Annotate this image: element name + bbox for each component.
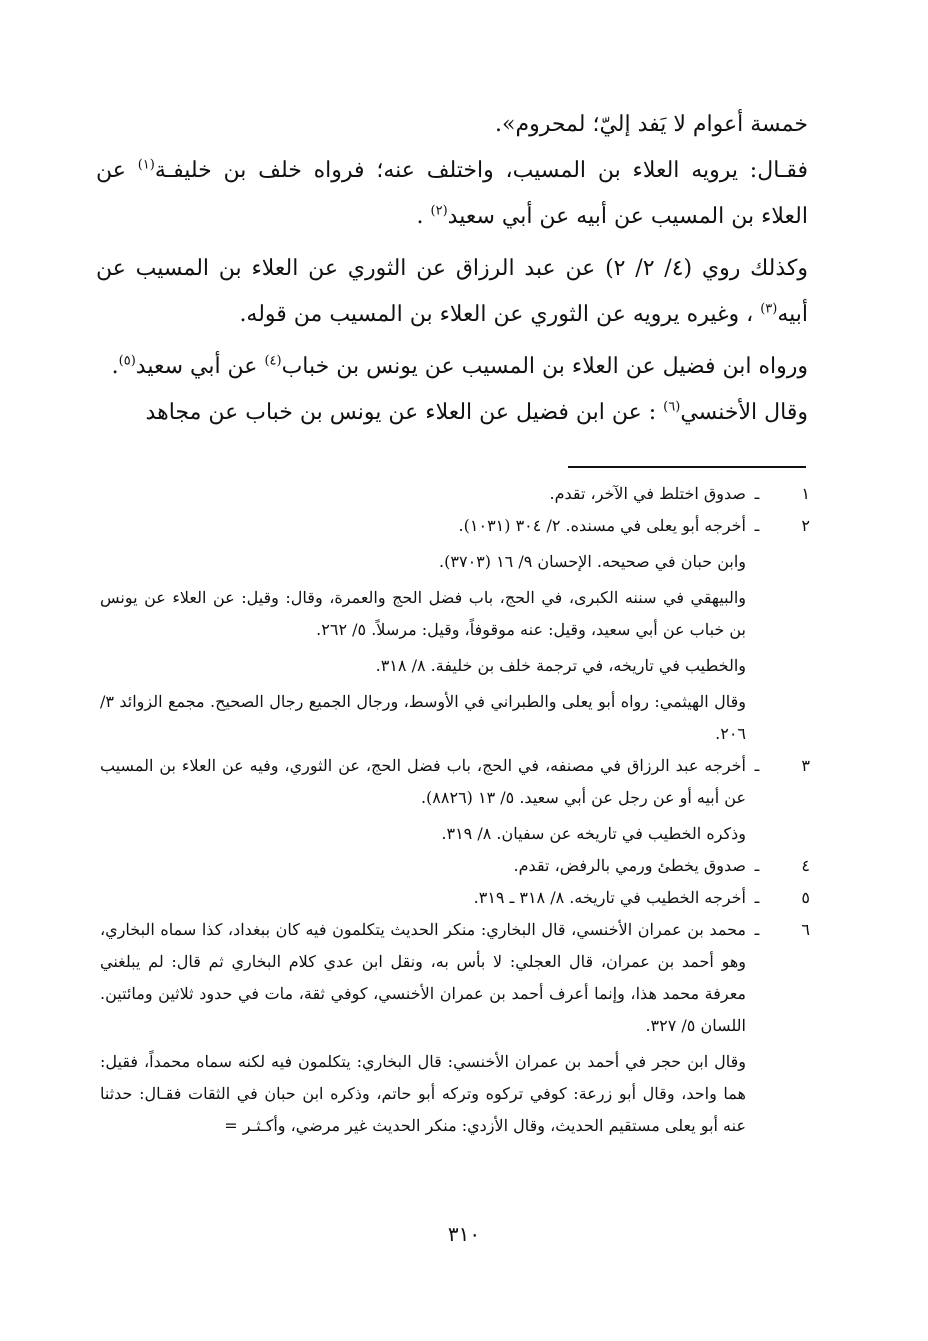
main-paragraph-5 [96,390,808,436]
footnote-ref-4[interactable]: (٤) [264,353,282,369]
footnote-ref-3[interactable]: (٣) [760,301,778,317]
footnote-dash: ـ [754,756,760,775]
footnote-text: صدوق يخطئ ورمي بالرفض، تقدم. [513,856,746,875]
footnote-text: صدوق اختلط في الآخر، تقدم. [549,484,746,503]
text-span: : عن ابن فضيل عن العلاء عن يونس بن خباب عن مجاهد [145,400,664,425]
text-line: خمسة أعوام لا يَفد إليّ؛ لمحروم». [495,112,808,137]
footnote-dash: ـ [754,920,760,939]
footnote-body [100,478,746,510]
footnote-text: والخطيب في تاريخه، في ترجمة خلف بن خليفة. ٨/ ٣١٨. [375,656,746,675]
footnote-text: أخرجه عبد الرزاق في مصنفه، في الحج، باب فضل الحج، عن الثوري، وفيه عن العلاء بن المسيب عن أبيه أو عن رجل عن أبي سعيد. ٥/ ١٣ (٨٨٢٦). [100,756,746,807]
continuation-mark: = [224,1116,238,1135]
text-span: عن أبي سعيد [135,354,265,379]
main-paragraph-1 [96,102,808,148]
footnote-dash: ـ [754,888,760,907]
footnote-text: أخرجه أبو يعلى في مسنده. ٢/ ٣٠٤ (١٠٣١). [458,516,746,535]
footnote-body [100,914,746,1142]
footnote-dash: ـ [754,856,760,875]
footnote-body [100,750,746,850]
footnote-number: ٤ [801,856,810,875]
footnote-ref-6[interactable]: (٦) [663,399,681,415]
footnote-body [100,510,746,750]
footnote-ref-5[interactable]: (٥) [118,353,136,369]
footnote-text-last [100,1046,746,1142]
footnote-number: ٦ [801,920,810,939]
main-paragraph-4 [96,344,808,390]
footnotes [100,478,810,1142]
text-span: . [416,204,431,229]
footnote-text: وذكره الخطيب في تاريخه عن سفيان. ٨/ ٣١٩. [441,824,746,843]
footnote-text: والبيهقي في سننه الكبرى، في الحج، باب فضل الحج والعمرة، وقال: وقيل: عن العلاء عن يونس بن خباب عن أبي سعيد، وقيل: عنه موقوفاً، وقيل: مرسلاً. ٥/ ٢٦٢. [100,588,746,639]
footnote-text: وقال ابن حجر في أحمد بن عمران الأخنسي: قال البخاري: يتكلمون فيه لكنه سماه محمداً، فقيل: هما واحد، وقال أبو زرعة: كوفي تركوه وتركه أبو حاتم، وذكره ابن حبان في الثقات فقـال: حدثنا عنه أبو يعلى مستقيم الحديث، وقال الأزدي: منكر الحديث غير مرضي، وأكـثـر [100,1052,747,1135]
footnote-dash: ـ [754,484,760,503]
footnote-3 [100,750,810,850]
main-paragraph-3 [96,246,808,338]
text-span: وكذلك روي (٤/ ٢/ ٢) عن عبد الرزاق عن الثوري عن العلاء بن المسيب عن أبيه [96,256,809,327]
text-span: . [111,354,119,379]
footnote-number: ٢ [801,516,810,535]
footnote-number: ١ [801,484,810,503]
footnote-dash: ـ [754,516,760,535]
main-text [96,102,808,436]
footnote-text: أخرجه الخطيب في تاريخه. ٨/ ٣١٨ ـ ٣١٩. [473,888,746,907]
text-span: وقال الأخنسي [680,400,808,425]
footnote-1 [100,478,810,510]
footnote-text: وابن حبان في صحيحه. الإحسان ٩/ ١٦ (٣٧٠٣). [439,552,746,571]
footnote-6 [100,914,810,1142]
text-span: ورواه ابن فضيل عن العلاء بن المسيب عن يونس بن خباب [281,354,808,379]
main-paragraph-2 [96,148,808,240]
text-span: عن العلاء بن المسيب عن أبيه عن أبي سعيد [96,158,808,229]
text-span: فقـال: يرويه العلاء بن المسيب، واختلف عنه؛ فرواه خلف بن خليفـة [154,158,809,183]
footnote-5 [100,882,810,914]
footnote-body [100,850,746,882]
text-span: ، وغيره يرويه عن الثوري عن العلاء بن المسيب من قوله. [239,302,761,327]
footnote-number: ٣ [801,756,810,775]
footnote-ref-2[interactable]: (٢) [430,203,448,219]
footnote-text: وقال الهيثمي: رواه أبو يعلى والطبراني في الأوسط، ورجال الجميع رجال الصحيح. مجمع الزوائد ٣/ ٢٠٦. [100,692,746,743]
footnote-4 [100,850,810,882]
footnote-text: محمد بن عمران الأخنسي، قال البخاري: منكر الحديث يتكلمون فيه كان ببغداد، كذا سماه البخاري، وهو أحمد بن عمران، قال العجلي: لا بأس به، ونقل ابن عدي كلام البخاري ثم قال: لم يبلغني معرفة محمد هذا، وإنما أعرف أحمد بن عمران الأخنسي، كوفي ثقة، مات في حدود ثلاثين ومائتين. اللسان ٥/ ٣٢٧. [100,920,747,1035]
footnote-2 [100,510,810,750]
footnote-ref-1[interactable]: (١) [137,157,155,173]
page-number: ٣١٠ [447,1222,481,1246]
footnote-body [100,882,746,914]
footnote-number: ٥ [801,888,810,907]
footnote-separator [568,466,806,468]
